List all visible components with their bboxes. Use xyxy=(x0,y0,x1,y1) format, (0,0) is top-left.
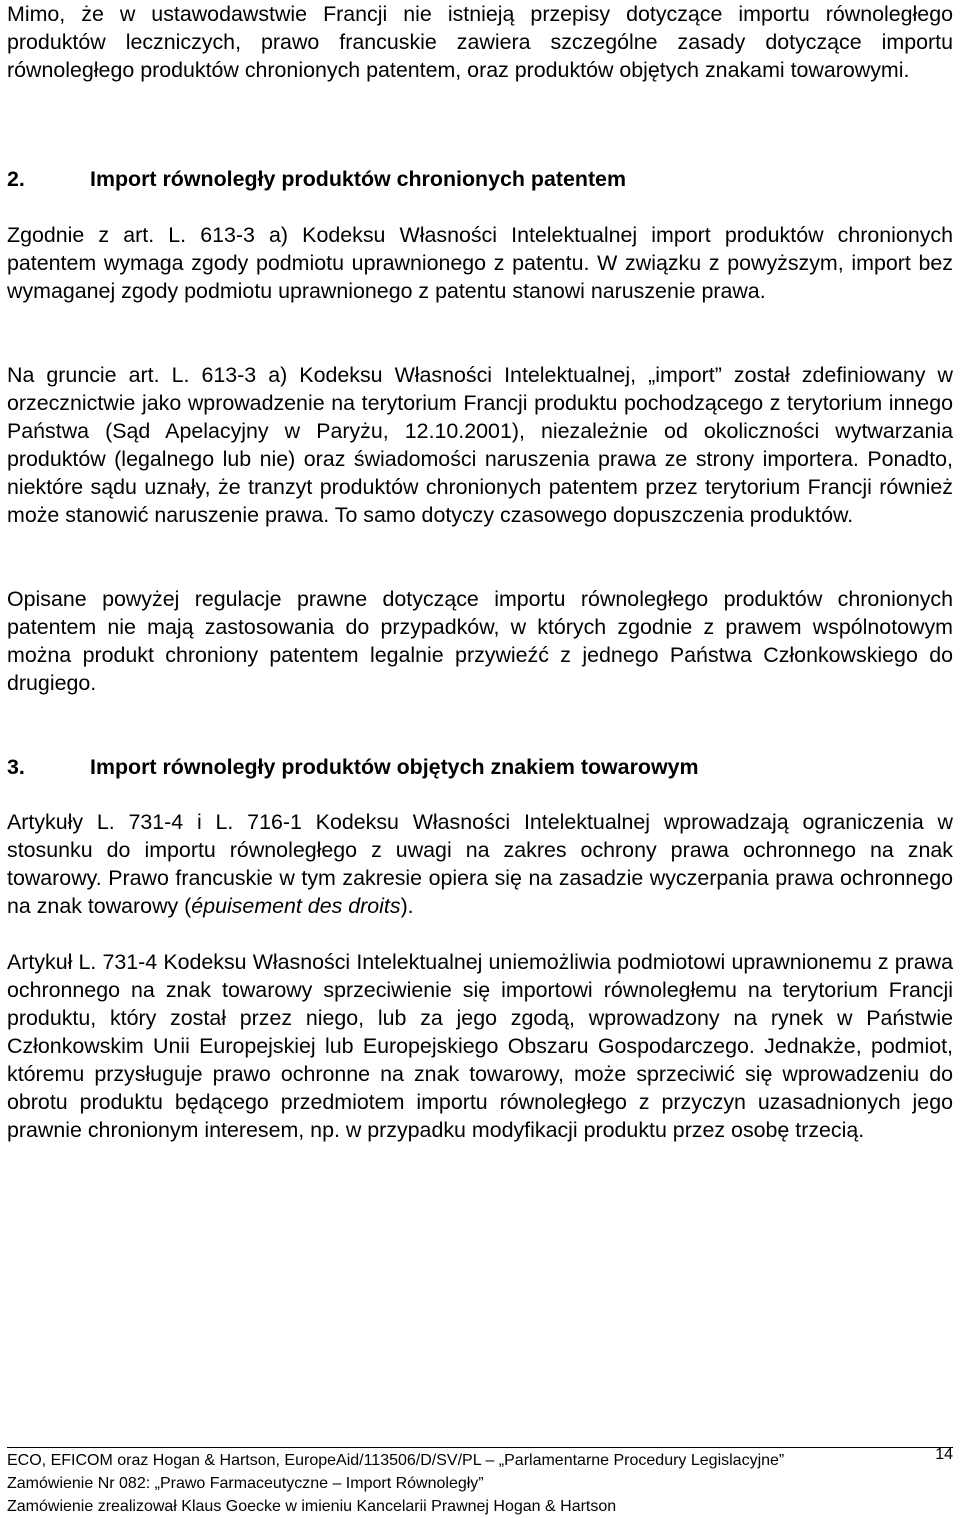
section-heading-trademark xyxy=(7,752,953,782)
paragraph-exhaustion: Artykuł L. 731-4 Kodeksu Własności Intelektualnej uniemożliwia podmiotowi uprawnionemu z prawa ochronnego na znak towarowy sprzeciwienie się importowi równoległemu na terytorium Francji produktu, który został przez niego, lub za jego zgodą, wprowadzony na rynek w Państwie Członkowskim Unii Europejskiej lub Europejskiego Obszaru Gospodarczego. Jednakże, podmiot, któremu przysługuje prawo ochronne na znak towarowy, może sprzeciwić się wprowadzeniu do obrotu produktu będącego przedmiotem importu równoległego z przyczyn uzasadnionych jego prawnie chronionym interesem, np. w przypadku modyfikacji produktu przez osobę trzecią. xyxy=(7,950,953,1142)
paragraph-community-law: Opisane powyżej regulacje prawne dotyczące importu równoległego produktów chronionych patentem nie mają zastosowania do przypadków, w których zgodnie z prawem wspólnotowym można produkt chroniony patentem legalnie przywieźć z jednego Państwa Członkowskiego do drugiego. xyxy=(7,587,953,695)
footer-line-author: Zamówienie zrealizował Klaus Goecke w imieniu Kancelarii Prawnej Hogan & Hartson xyxy=(7,1498,617,1515)
section-number: 3. xyxy=(7,755,25,779)
paragraph-trademark-articles xyxy=(7,808,953,920)
paragraph-text: Artykuły L. 731-4 i L. 716-1 Kodeksu Własności Intelektualnej wprowadzają ograniczenia w stosunku do importu równoległego z uwagi na zakres ochrony prawa ochronnego na znak towarowy. Prawo francuskie w tym zakresie opiera się na zasadzie wyczerpania prawa ochronnego na znak towarowy ( xyxy=(7,810,953,918)
paragraph-patent-consent: Zgodnie z art. L. 613-3 a) Kodeksu Własności Intelektualnej import produktów chronionych patentem wymaga zgody podmiotu uprawnionego z patentu. W związku z powyższym, import bez wymaganej zgody podmiotu uprawnionego z patentu stanowi naruszenie prawa. xyxy=(7,223,953,303)
italic-term: épuisement des droits xyxy=(191,894,401,918)
paragraph-text-end: ). xyxy=(400,894,414,918)
footer-line-order: Zamówienie Nr 082: „Prawo Farmaceutyczne – Import Równoległy” xyxy=(7,1475,484,1492)
section-title: Import równoległy produktów chronionych patentem xyxy=(90,167,626,191)
paragraph-intro: Mimo, że w ustawodawstwie Francji nie istnieją przepisy dotyczące importu równoległego produktów leczniczych, prawo francuskie zawiera szczególne zasady dotyczące importu równoległego produktów chronionych patentem, oraz produktów objętych znakami towarowymi. xyxy=(7,2,953,82)
paragraph-import-definition: Na gruncie art. L. 613-3 a) Kodeksu Własności Intelektualnej, „import” został zdefiniowany w orzecznictwie jako wprowadzenie na terytorium Francji produktu pochodzącego z terytorium innego Państwa (Sąd Apelacyjny w Paryżu, 12.10.2001), niezależnie od okoliczności wytwarzania produktów (legalnego lub nie) oraz świadomości naruszenia prawa ze strony importera. Ponadto, niektóre sądu uznały, że tranzyt produktów chronionych patentem przez terytorium Francji również może stanowić naruszenie prawa. To samo dotyczy czasowego dopuszczenia produktów. xyxy=(7,363,953,527)
footer-line-project xyxy=(7,1447,953,1472)
page-number: 14 xyxy=(935,1446,953,1463)
section-heading-patent xyxy=(7,164,953,194)
section-number: 2. xyxy=(7,167,25,191)
section-title: Import równoległy produktów objętych znakiem towarowym xyxy=(90,755,699,779)
page-footer xyxy=(7,1447,953,1518)
footer-project-text: ECO, EFICOM oraz Hogan & Hartson, EuropeAid/113506/D/SV/PL – „Parlamentarne Procedury Legislacyjne” xyxy=(7,1452,785,1469)
